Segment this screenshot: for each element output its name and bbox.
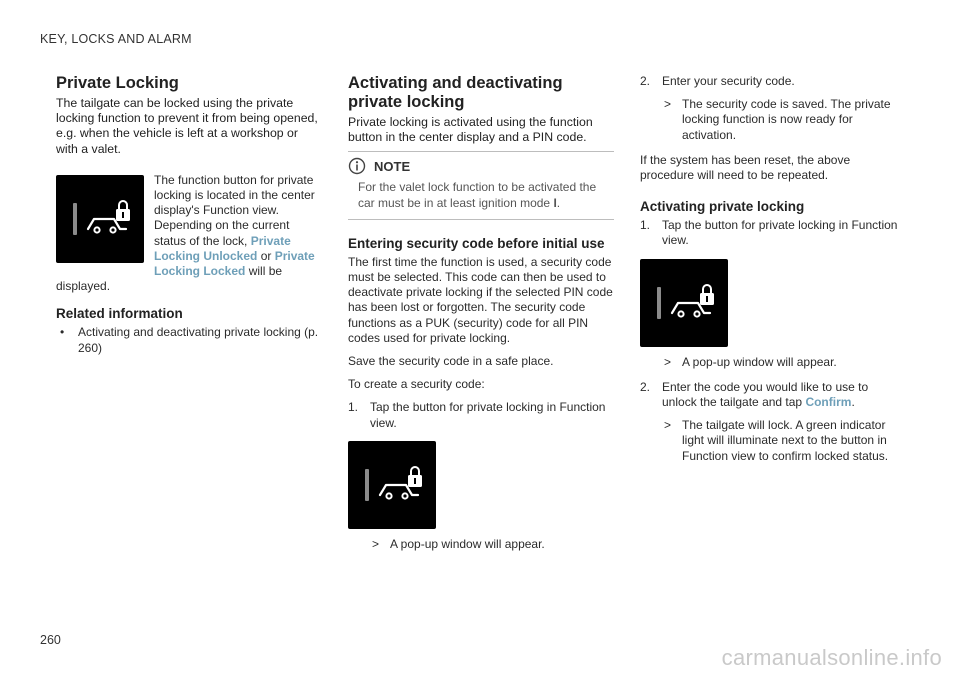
car-lock-icon [86, 199, 136, 239]
create-step-2 [640, 74, 906, 89]
related-info-heading: Related information [56, 306, 183, 322]
related-link-text[interactable]: Activating and deactivating private locking (p. 260) [78, 325, 319, 355]
step-number: 1. [348, 400, 359, 415]
note-text-pre: For the valet lock function to be activated the car must be in at least ignition mode [358, 180, 597, 210]
step-number: 2. [640, 379, 651, 394]
step-1-result [348, 537, 614, 552]
result-text: A pop-up window will appear. [682, 354, 837, 369]
result-arrow-icon: > [664, 418, 672, 433]
status-unlocked-label: Private Locking Unlocked [154, 233, 291, 263]
watermark: carmanualsonline.info [721, 645, 942, 670]
note-label: NOTE [374, 158, 411, 174]
section-title-activating: Activating and deactivating private locking [348, 74, 563, 111]
page-number: 260 [40, 633, 61, 647]
car-lock-icon [378, 465, 428, 505]
private-locking-button-image [56, 175, 144, 263]
bullet-icon: • [60, 325, 65, 340]
car-lock-icon [670, 283, 720, 323]
info-icon [348, 157, 366, 175]
activate-step-2-result [640, 418, 906, 464]
step-number: 2. [640, 74, 651, 88]
step-text: Tap the button for private locking in Function view. [662, 218, 898, 248]
step-text: Enter your security code. [662, 74, 795, 88]
status-locked-label: Private Locking Locked [154, 248, 315, 279]
intro-text: The tailgate can be locked using the private locking function to prevent it from being opened, e.g. when the vehicle is left at a workshop or with a valet. [56, 96, 318, 156]
result-text: A pop-up window will appear. [390, 536, 545, 551]
page-header: KEY, LOCKS AND ALARM [40, 32, 192, 46]
note-box [348, 151, 614, 219]
related-info-list [56, 325, 322, 355]
function-button-description [56, 173, 322, 295]
private-locking-button-image [640, 259, 728, 347]
related-info-item[interactable] [56, 325, 322, 355]
status-indicator-bar [365, 469, 369, 501]
note-ignition-mode: I [553, 195, 557, 210]
step-2-result [640, 97, 906, 143]
step-text-post: . [851, 395, 855, 410]
entering-code-text: The first time the function is used, a security code must be selected. This code can then be used to deactivate private locking if the selected PIN code has been lost or forgotten. The security code functions as a PUK (security) code for all PIN codes used for private locking. [348, 254, 613, 345]
entering-code-heading: Entering security code before initial use [348, 235, 605, 251]
column-private-locking [56, 74, 322, 356]
desc-pre: The function button for private locking is located in the center display's Function view. Depending on the current status of the lock, [154, 172, 315, 248]
result-arrow-icon: > [664, 97, 672, 112]
result-text: The tailgate will lock. A green indicator light will illuminate next to the button in Function view to confirm locked status. [682, 418, 889, 463]
activate-step-1-result [640, 355, 906, 370]
result-arrow-icon: > [372, 536, 380, 551]
column-continued [640, 74, 906, 464]
section-title-private-locking: Private Locking [56, 74, 179, 92]
status-indicator-bar [73, 203, 77, 235]
result-arrow-icon: > [664, 354, 672, 369]
result-text: The security code is saved. The private locking function is now ready for activation. [682, 97, 891, 142]
desc-or: or [257, 248, 275, 263]
activating-intro: Private locking is activated using the function button in the center display and a PIN code. [348, 115, 593, 145]
step-text: Tap the button for private locking in Function view. [370, 400, 606, 430]
column-activating [348, 74, 614, 552]
desc-post: will be displayed. [56, 264, 283, 294]
create-step-1 [348, 400, 614, 430]
status-indicator-bar [657, 287, 661, 319]
step-number: 1. [640, 218, 651, 233]
activate-step-2 [640, 380, 906, 410]
activate-step-1 [640, 218, 906, 248]
reset-text: If the system has been reset, the above procedure will need to be repeated. [640, 152, 851, 183]
private-locking-button-image [348, 441, 436, 529]
note-text-post: . [556, 195, 561, 210]
confirm-label: Confirm [805, 395, 852, 410]
create-code-text: To create a security code: [348, 377, 485, 392]
save-code-text: Save the security code in a safe place. [348, 354, 554, 369]
activating-heading: Activating private locking [640, 199, 805, 215]
step-text-pre: Enter the code you would like to use to unlock the tailgate and tap [662, 379, 869, 410]
